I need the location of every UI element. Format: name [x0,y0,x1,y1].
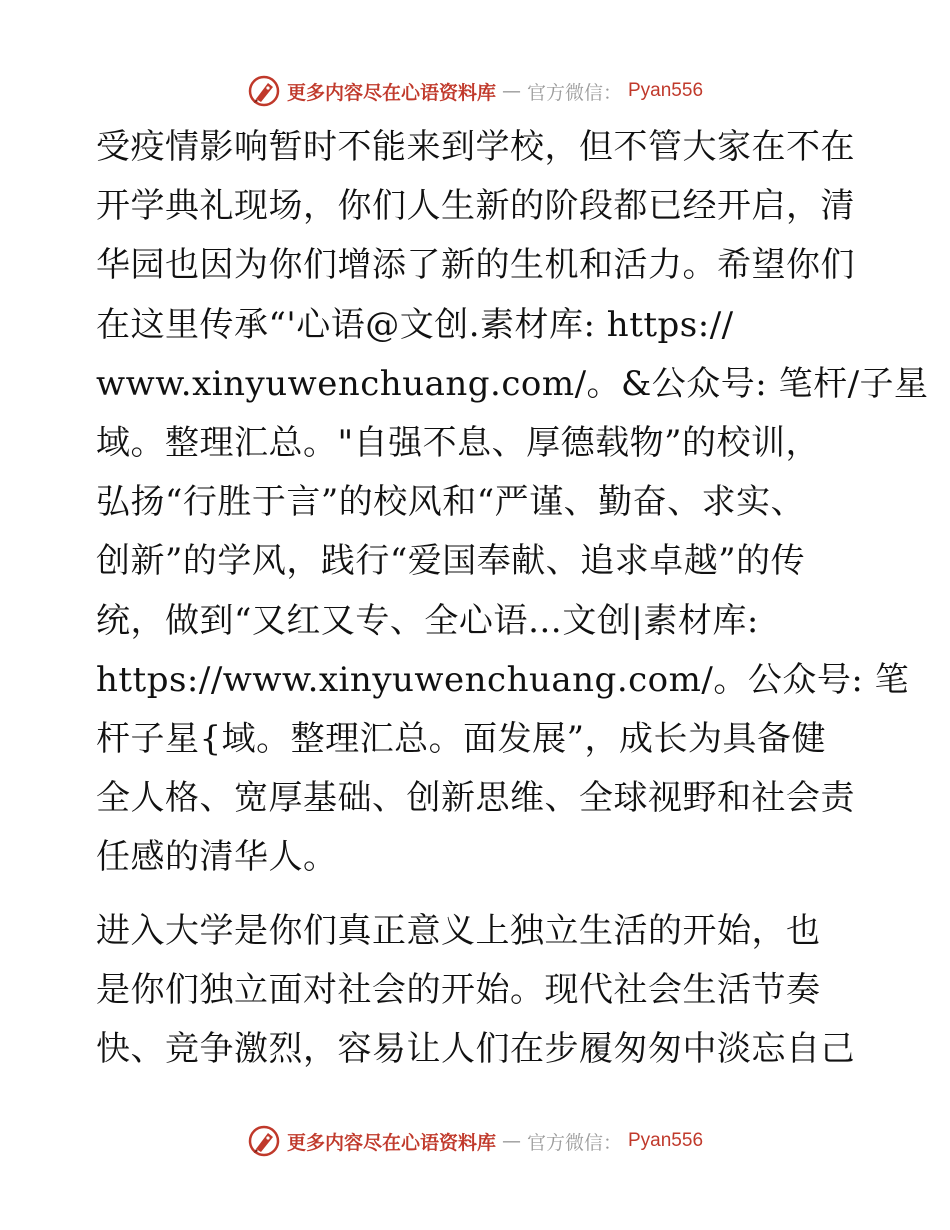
paragraph-line: 华园也因为你们增添了新的生机和活力。希望你们 [96,245,855,286]
footer-library-text: 更多内容尽在心语资料库 [286,1131,496,1154]
paragraph-line: 在这里传承“'心语@文创.素材库: https:// [96,304,734,345]
paragraph-line: www.xinyuwenchuang.com/。&公众号: 笔杆/子星 [96,363,929,404]
paragraph-1 [96,118,929,888]
paragraph-2 [96,902,856,1080]
paragraph-line: 统，做到“又红又专、全心语…文创|素材库: [96,600,759,641]
paragraph-line: 进入大学是你们真正意义上独立生活的开始，也 [96,910,821,951]
paragraph-line: 任感的清华人。 [96,837,338,878]
header-banner[interactable] [0,71,950,111]
header-wechat-id: Pyan556 [628,80,704,101]
header-wechat-label: 官方微信： [526,81,622,104]
paragraph-line: https://www.xinyuwenchuang.com/。公众号: 笔 [96,659,910,700]
paragraph-line: 快、竞争激烈，容易让人们在步履匆匆中淡忘自己 [96,1029,855,1070]
paragraph-line: 开学典礼现场，你们人生新的阶段都已经开启，清 [96,186,855,227]
footer-wechat-id: Pyan556 [628,1130,704,1151]
footer-wechat-label: 官方微信： [526,1131,622,1154]
footer-banner[interactable] [0,1121,950,1161]
footer-dash: — [501,1130,521,1152]
pen-nib-logo-icon [247,74,281,108]
paragraph-line: 杆子星{域。整理汇总。面发展”，成长为具备健 [96,719,827,760]
paragraph-line: 全人格、宽厚基础、创新思维、全球视野和社会责 [96,778,855,819]
paragraph-line: 受疫情影响暂时不能来到学校，但不管大家在不在 [96,127,855,167]
paragraph-line: 弘扬“行胜于言”的校风和“严谨、勤奋、求实、 [96,482,806,523]
document-body [96,118,929,1079]
paragraph-line: 域。整理汇总。"自强不息、厚德载物”的校训， [96,423,821,464]
paragraph-line: 是你们独立面对社会的开始。现代社会生活节奏 [96,969,821,1010]
paragraph-line: 创新”的学风，践行“爱国奉献、追求卓越”的传 [96,541,806,582]
pen-nib-logo-icon [247,1124,281,1158]
header-dash: — [501,80,521,102]
header-library-text: 更多内容尽在心语资料库 [286,81,496,104]
